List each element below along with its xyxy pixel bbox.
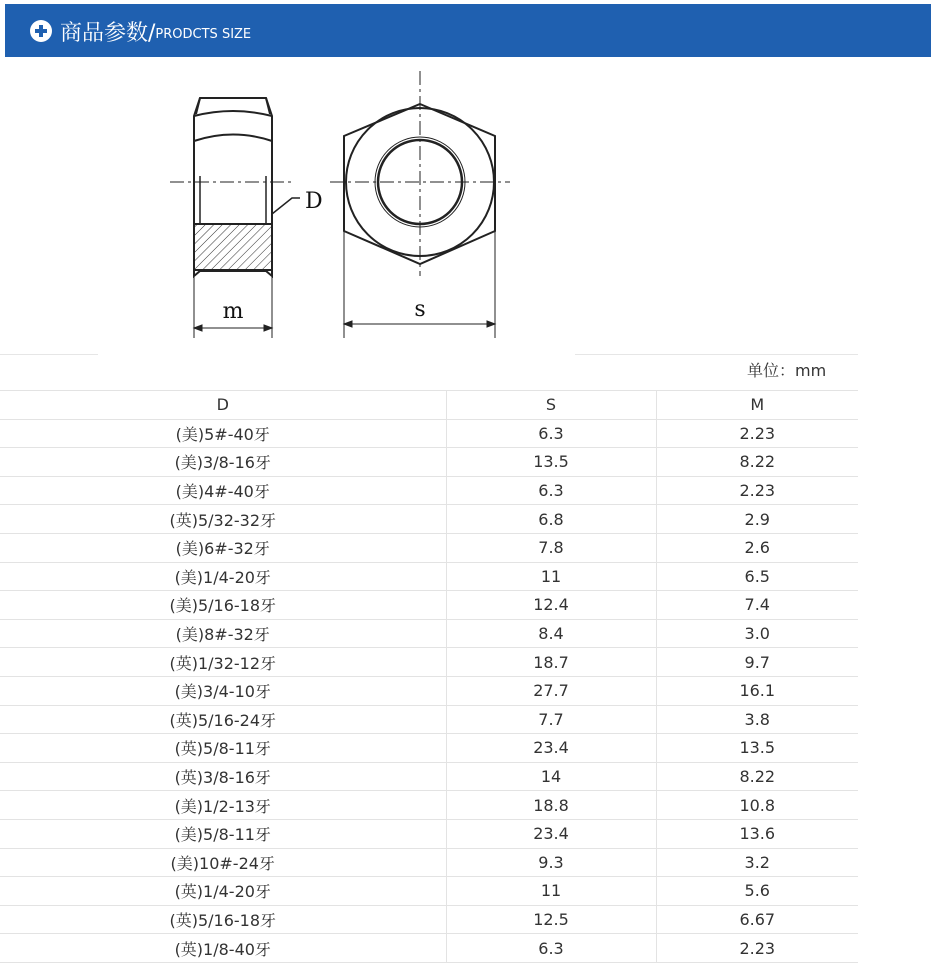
column-header-m: M <box>656 391 858 420</box>
title-english: PRODCTS SIZE <box>155 26 252 42</box>
cell-m: 8.22 <box>656 448 858 477</box>
cell-m: 8.22 <box>656 762 858 791</box>
cell-d: (美)1/2-13牙 <box>0 791 446 820</box>
cell-d: (英)5/16-24牙 <box>0 705 446 734</box>
cell-s: 7.7 <box>446 705 656 734</box>
hex-nut-diagram <box>160 66 530 346</box>
top-view <box>330 71 510 276</box>
cell-m: 3.2 <box>656 848 858 877</box>
table-row <box>0 505 858 534</box>
cell-d: (美)5/16-18牙 <box>0 591 446 620</box>
title-chinese: 商品参数/ <box>60 20 156 46</box>
cell-d: (英)5/16-18牙 <box>0 905 446 934</box>
label-d: D <box>305 189 323 214</box>
cell-m: 10.8 <box>656 791 858 820</box>
cell-s: 6.8 <box>446 505 656 534</box>
table-row <box>0 533 858 562</box>
cell-d: (美)3/4-10牙 <box>0 676 446 705</box>
divider <box>575 354 858 355</box>
table-row <box>0 562 858 591</box>
label-m: m <box>222 299 244 324</box>
cell-d: (英)1/8-40牙 <box>0 934 446 963</box>
cell-s: 12.5 <box>446 905 656 934</box>
cell-s: 11 <box>446 877 656 906</box>
table-row <box>0 877 858 906</box>
cell-d: (英)3/8-16牙 <box>0 762 446 791</box>
cell-d: (英)1/4-20牙 <box>0 877 446 906</box>
cell-m: 2.23 <box>656 934 858 963</box>
cell-s: 8.4 <box>446 619 656 648</box>
cell-d: (英)5/32-32牙 <box>0 505 446 534</box>
cell-m: 16.1 <box>656 676 858 705</box>
cell-m: 7.4 <box>656 591 858 620</box>
table-row <box>0 762 858 791</box>
cell-s: 18.8 <box>446 791 656 820</box>
cell-m: 2.23 <box>656 419 858 448</box>
cell-d: (美)5/8-11牙 <box>0 819 446 848</box>
cell-s: 6.3 <box>446 419 656 448</box>
cell-s: 6.3 <box>446 476 656 505</box>
size-table-body <box>0 391 858 963</box>
unit-label: 单位：mm <box>747 361 827 380</box>
cell-s: 13.5 <box>446 448 656 477</box>
cell-m: 3.0 <box>656 619 858 648</box>
cell-m: 5.6 <box>656 877 858 906</box>
cell-s: 12.4 <box>446 591 656 620</box>
leader-d <box>272 198 300 214</box>
table-row <box>0 676 858 705</box>
cell-s: 11 <box>446 562 656 591</box>
table-row <box>0 448 858 477</box>
cell-d: (美)5#-40牙 <box>0 419 446 448</box>
plus-circle-icon <box>30 20 52 42</box>
cell-m: 6.5 <box>656 562 858 591</box>
cell-s: 23.4 <box>446 819 656 848</box>
table-row <box>0 734 858 763</box>
column-header-d: D <box>0 391 446 420</box>
cell-d: (美)1/4-20牙 <box>0 562 446 591</box>
cell-m: 2.6 <box>656 533 858 562</box>
cell-d: (美)8#-32牙 <box>0 619 446 648</box>
cell-s: 14 <box>446 762 656 791</box>
table-row <box>0 476 858 505</box>
table-row <box>0 419 858 448</box>
section-header <box>5 4 931 57</box>
cell-m: 13.5 <box>656 734 858 763</box>
table-row <box>0 619 858 648</box>
cell-m: 3.8 <box>656 705 858 734</box>
cell-d: (美)10#-24牙 <box>0 848 446 877</box>
cell-s: 9.3 <box>446 848 656 877</box>
cell-s: 7.8 <box>446 533 656 562</box>
cell-d: (英)1/32-12牙 <box>0 648 446 677</box>
cell-s: 27.7 <box>446 676 656 705</box>
cell-m: 13.6 <box>656 819 858 848</box>
size-table <box>0 390 858 963</box>
side-view <box>170 98 295 276</box>
table-row <box>0 905 858 934</box>
divider <box>0 354 98 355</box>
column-header-s: S <box>446 391 656 420</box>
table-header-row <box>0 391 858 420</box>
table-row <box>0 934 858 963</box>
cell-d: (美)3/8-16牙 <box>0 448 446 477</box>
section-title <box>30 17 251 45</box>
table-row <box>0 848 858 877</box>
cell-m: 2.23 <box>656 476 858 505</box>
cell-m: 6.67 <box>656 905 858 934</box>
cell-m: 9.7 <box>656 648 858 677</box>
table-row <box>0 648 858 677</box>
cell-d: (美)6#-32牙 <box>0 533 446 562</box>
cell-d: (美)4#-40牙 <box>0 476 446 505</box>
cell-d: (英)5/8-11牙 <box>0 734 446 763</box>
cell-m: 2.9 <box>656 505 858 534</box>
cell-s: 18.7 <box>446 648 656 677</box>
table-row <box>0 591 858 620</box>
cell-s: 23.4 <box>446 734 656 763</box>
cell-s: 6.3 <box>446 934 656 963</box>
label-s: s <box>414 297 426 322</box>
table-row <box>0 791 858 820</box>
table-row <box>0 819 858 848</box>
table-row <box>0 705 858 734</box>
